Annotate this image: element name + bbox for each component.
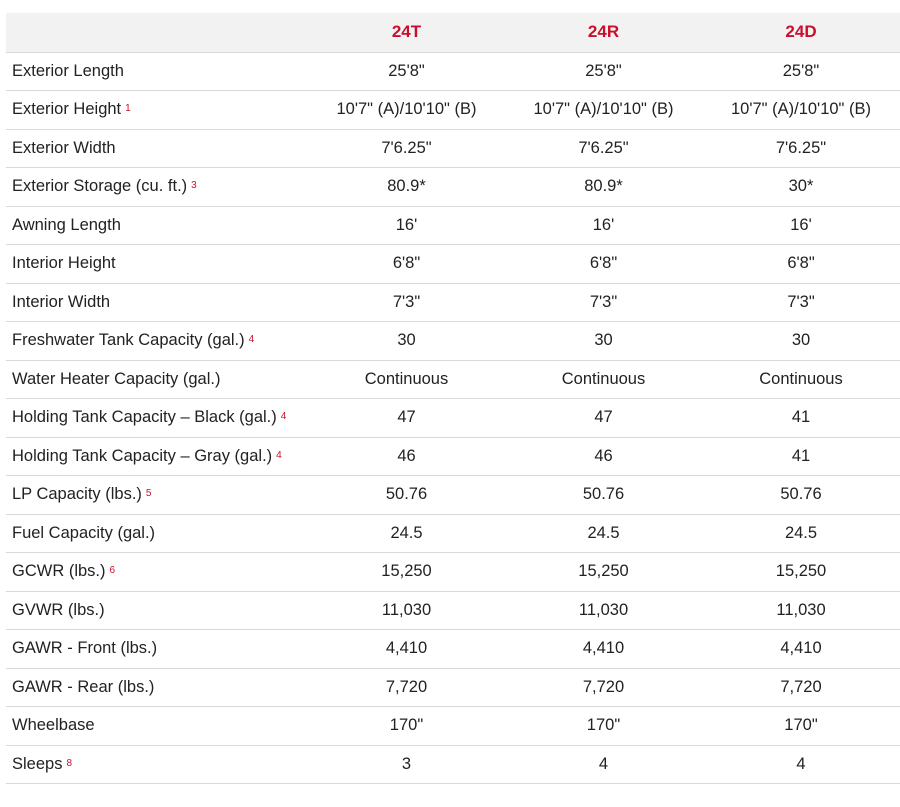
value-cell-24r: 11,030 [505,591,702,630]
value-cell-24t: 7'6.25" [308,129,505,168]
value-cell-24t: 3 [308,745,505,784]
row-label: Exterior Length [12,61,124,80]
row-label: Exterior Storage (cu. ft.) [12,177,188,196]
row-label-cell [6,322,308,361]
row-label: Holding Tank Capacity – Black (gal.) [12,408,277,427]
footnote-marker: 4 [248,334,255,346]
table-row [6,168,900,207]
value-cell-24d: 50.76 [702,476,900,515]
value-cell-24t: 80.9* [308,168,505,207]
row-label: GCWR (lbs.) [12,562,106,581]
row-label-cell [6,360,308,399]
table-row [6,630,900,669]
value-cell-24t: 6'8" [308,245,505,284]
row-label: Interior Width [12,292,111,311]
table-row [6,129,900,168]
table-row [6,52,900,91]
header-model-24r: 24R [505,13,702,52]
value-cell-24t: 4,410 [308,630,505,669]
row-label: GAWR - Rear (lbs.) [12,677,155,696]
value-cell-24d: 7'3" [702,283,900,322]
value-cell-24r: 10'7" (A)/10'10" (B) [505,91,702,130]
value-cell-24d: 15,250 [702,553,900,592]
value-cell-24r: 7'3" [505,283,702,322]
table-row [6,745,900,784]
table-row [6,360,900,399]
value-cell-24t: 15,250 [308,553,505,592]
row-label: Sleeps [12,754,63,773]
table-row [6,91,900,130]
row-label: Freshwater Tank Capacity (gal.) [12,331,245,350]
value-cell-24d: 7'6.25" [702,129,900,168]
table-row [6,399,900,438]
footnote-marker: 3 [191,180,197,192]
value-cell-24t: 24.5 [308,514,505,553]
row-label-cell [6,707,308,746]
table-row [6,668,900,707]
footnote-marker: 6 [109,565,116,577]
value-cell-24r: 4 [505,745,702,784]
value-cell-24r: 4,410 [505,630,702,669]
value-cell-24r: 16' [505,206,702,245]
row-label-cell [6,399,308,438]
row-label: Wheelbase [12,716,95,735]
value-cell-24t: 25'8" [308,52,505,91]
footnote-marker: 4 [280,411,287,423]
value-cell-24d: 25'8" [702,52,900,91]
value-cell-24r: 15,250 [505,553,702,592]
value-cell-24d: 41 [702,399,900,438]
row-label-cell [6,514,308,553]
table-row [6,553,900,592]
value-cell-24d: 30* [702,168,900,207]
row-label-cell [6,553,308,592]
value-cell-24d: 16' [702,206,900,245]
value-cell-24d: 4 [702,745,900,784]
row-label: GVWR (lbs.) [12,600,105,619]
value-cell-24d: 4,410 [702,630,900,669]
row-label: Interior Height [12,254,116,273]
row-label-cell [6,745,308,784]
footnote-marker: 1 [125,103,131,115]
value-cell-24r: 25'8" [505,52,702,91]
row-label: Fuel Capacity (gal.) [12,523,156,542]
value-cell-24d: 170" [702,707,900,746]
value-cell-24r: 24.5 [505,514,702,553]
row-label-cell [6,91,308,130]
value-cell-24r: 30 [505,322,702,361]
value-cell-24d: 6'8" [702,245,900,284]
spec-table-container [6,13,900,784]
table-row [6,707,900,746]
row-label-cell [6,52,308,91]
value-cell-24t: 30 [308,322,505,361]
value-cell-24t: 7,720 [308,668,505,707]
value-cell-24d: 11,030 [702,591,900,630]
value-cell-24r: 46 [505,437,702,476]
value-cell-24t: 7'3" [308,283,505,322]
row-label: Exterior Width [12,138,116,157]
value-cell-24r: 47 [505,399,702,438]
table-row [6,283,900,322]
row-label: LP Capacity (lbs.) [12,485,142,504]
row-label: GAWR - Front (lbs.) [12,639,158,658]
footnote-marker: 8 [66,757,73,769]
row-label-cell [6,591,308,630]
value-cell-24t: 170" [308,707,505,746]
spec-table [6,13,900,784]
value-cell-24d: 7,720 [702,668,900,707]
value-cell-24r: 80.9* [505,168,702,207]
value-cell-24t: 10'7" (A)/10'10" (B) [308,91,505,130]
table-row [6,245,900,284]
footnote-marker: 5 [145,488,152,500]
value-cell-24r: 7'6.25" [505,129,702,168]
row-label: Water Heater Capacity (gal.) [12,369,221,388]
table-body [6,52,900,784]
value-cell-24d: 30 [702,322,900,361]
value-cell-24t: 50.76 [308,476,505,515]
table-row [6,514,900,553]
table-row [6,206,900,245]
header-blank-cell [6,13,308,52]
value-cell-24d: 41 [702,437,900,476]
row-label-cell [6,206,308,245]
row-label-cell [6,630,308,669]
table-row [6,591,900,630]
footnote-marker: 4 [276,449,282,461]
value-cell-24d: 10'7" (A)/10'10" (B) [702,91,900,130]
row-label: Holding Tank Capacity – Gray (gal.) [12,446,273,465]
row-label-cell [6,168,308,207]
value-cell-24r: 170" [505,707,702,746]
header-model-24d: 24D [702,13,900,52]
row-label: Exterior Height [12,100,122,119]
table-header-row [6,13,900,52]
row-label-cell [6,283,308,322]
value-cell-24t: 11,030 [308,591,505,630]
table-row [6,476,900,515]
value-cell-24d: 24.5 [702,514,900,553]
value-cell-24r: Continuous [505,360,702,399]
value-cell-24t: 16' [308,206,505,245]
value-cell-24r: 6'8" [505,245,702,284]
row-label: Awning Length [12,215,121,234]
table-row [6,437,900,476]
row-label-cell [6,668,308,707]
row-label-cell [6,476,308,515]
value-cell-24t: 47 [308,399,505,438]
row-label-cell [6,245,308,284]
value-cell-24t: Continuous [308,360,505,399]
row-label-cell [6,129,308,168]
header-model-24t: 24T [308,13,505,52]
value-cell-24r: 7,720 [505,668,702,707]
value-cell-24r: 50.76 [505,476,702,515]
table-row [6,322,900,361]
row-label-cell [6,437,308,476]
value-cell-24d: Continuous [702,360,900,399]
value-cell-24t: 46 [308,437,505,476]
